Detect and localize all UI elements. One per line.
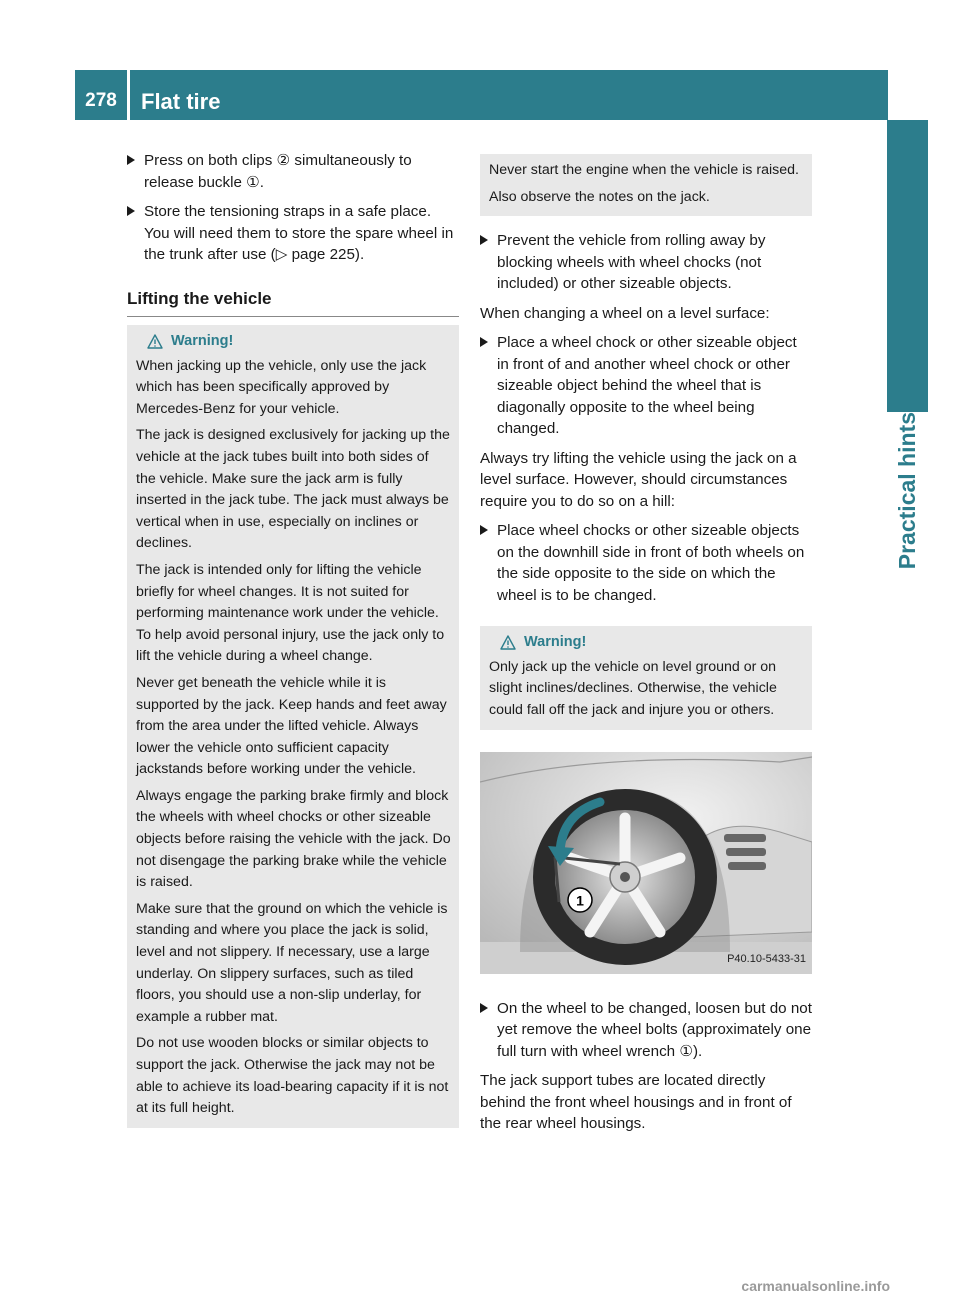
warning-paragraph: When jacking up the vehicle, only use the jack which has been specifically approved by Mercedes-Benz for your vehicle. xyxy=(136,357,427,417)
step-arrow-icon xyxy=(480,525,488,535)
step-arrow-icon xyxy=(127,155,135,165)
warning-title: Warning! xyxy=(171,333,234,349)
body-paragraph: Always try lifting the vehicle using the jack on a level surface. However, should circumstances require you to do so on a hill: xyxy=(480,449,797,510)
note-paragraph: Also observe the notes on the jack. xyxy=(489,188,710,205)
instruction-step: On the wheel to be changed, loosen but do not yet remove the wheel bolts (approximately one full turn with wheel wrench ①). xyxy=(480,998,812,1063)
instruction-step: Store the tensioning straps in a safe place. You will need them to store the spare wheel in the trunk after use (▷ page 225). xyxy=(127,201,459,266)
body-paragraph: The jack support tubes are located directly behind the front wheel housings and in front of the rear wheel housings. xyxy=(480,1072,792,1133)
section-title: Lifting the vehicle xyxy=(127,288,459,318)
warning-paragraph: Always engage the parking brake firmly and block the wheels with wheel chocks or other sizeable objects before raising the vehicle with the jack. Do not disengage the parking brake while the vehicle is raised. xyxy=(136,787,451,891)
step-arrow-icon xyxy=(480,337,488,347)
note-paragraph: Never start the engine when the vehicle is raised. xyxy=(489,162,799,178)
side-tab-label xyxy=(887,412,928,612)
step-arrow-icon xyxy=(480,235,488,245)
instruction-step: Place a wheel chock or other sizeable object in front of and another wheel chock or other sizeable object behind the wheel that is diagonally opposite to the wheel being changed. xyxy=(480,332,812,440)
step-arrow-icon xyxy=(480,1003,488,1013)
page-number: 278 xyxy=(85,90,117,111)
figure-code: P40.10-5433-31 xyxy=(727,953,806,966)
warning-triangle-icon xyxy=(147,334,163,349)
warning-box xyxy=(127,325,459,1128)
wheel-wrench-illustration xyxy=(480,752,812,974)
callout-label: 1 xyxy=(576,892,584,909)
header-divider xyxy=(127,70,130,120)
warning-paragraph: The jack is intended only for lifting the vehicle briefly for wheel changes. It is not suited for performing maintenance work under the vehicle. To help avoid personal injury, use the jack only to lift the vehicle during a wheel change. xyxy=(136,561,445,665)
warning-paragraph: Never get beneath the vehicle while it is supported by the jack. Keep hands and feet away from the area under the lifted vehicle. Always lower the vehicle onto sufficient capacity jackstands before working under the vehicle. xyxy=(136,674,447,778)
watermark: carmanualsonline.info xyxy=(741,1278,890,1294)
side-tab-marker xyxy=(887,120,928,412)
warning-triangle-icon xyxy=(500,635,516,650)
right-column xyxy=(480,150,812,1143)
warning-paragraph: Only jack up the vehicle on level ground or on slight inclines/declines. Otherwise, the vehicle could fall off the jack and injure you or others. xyxy=(489,658,777,718)
left-column xyxy=(127,150,459,1136)
side-tab-text: Practical hints xyxy=(893,412,920,570)
warning-paragraph: The jack is designed exclusively for jacking up the vehicle at the jack tubes built into both sides of the vehicle. Make sure the jack arm is fully inserted in the jack tube. The jack must always be vertical when in use, especially on inclines or declines. xyxy=(136,427,450,552)
instruction-step: Place wheel chocks or other sizeable objects on the downhill side in front of both wheels on the side opposite to the side on which the wheel is to be changed. xyxy=(480,520,812,606)
car-wheel-image xyxy=(480,752,812,974)
warning-title: Warning! xyxy=(524,634,587,651)
page-title: Flat tire xyxy=(141,89,221,114)
warning-paragraph: Do not use wooden blocks or similar objects to support the jack. Otherwise the jack may not be able to achieve its load-bearing capacity if it is not at its full height. xyxy=(136,1035,449,1117)
instruction-step: Prevent the vehicle from rolling away by blocking wheels with wheel chocks (not included) or other sizeable objects. xyxy=(480,230,812,295)
warning-box xyxy=(480,626,812,729)
body-paragraph: When changing a wheel on a level surface: xyxy=(480,304,770,322)
instruction-step: Press on both clips ② simultaneously to release buckle ①. xyxy=(127,150,459,193)
warning-paragraph: Make sure that the ground on which the vehicle is standing and where you place the jack is solid, level and not slippery. If necessary, use a large underlay. On slippery surfaces, such as tiled floors, you should use a non-slip underlay, for example a rubber mat. xyxy=(136,900,448,1025)
note-box xyxy=(480,154,812,216)
step-arrow-icon xyxy=(127,206,135,216)
